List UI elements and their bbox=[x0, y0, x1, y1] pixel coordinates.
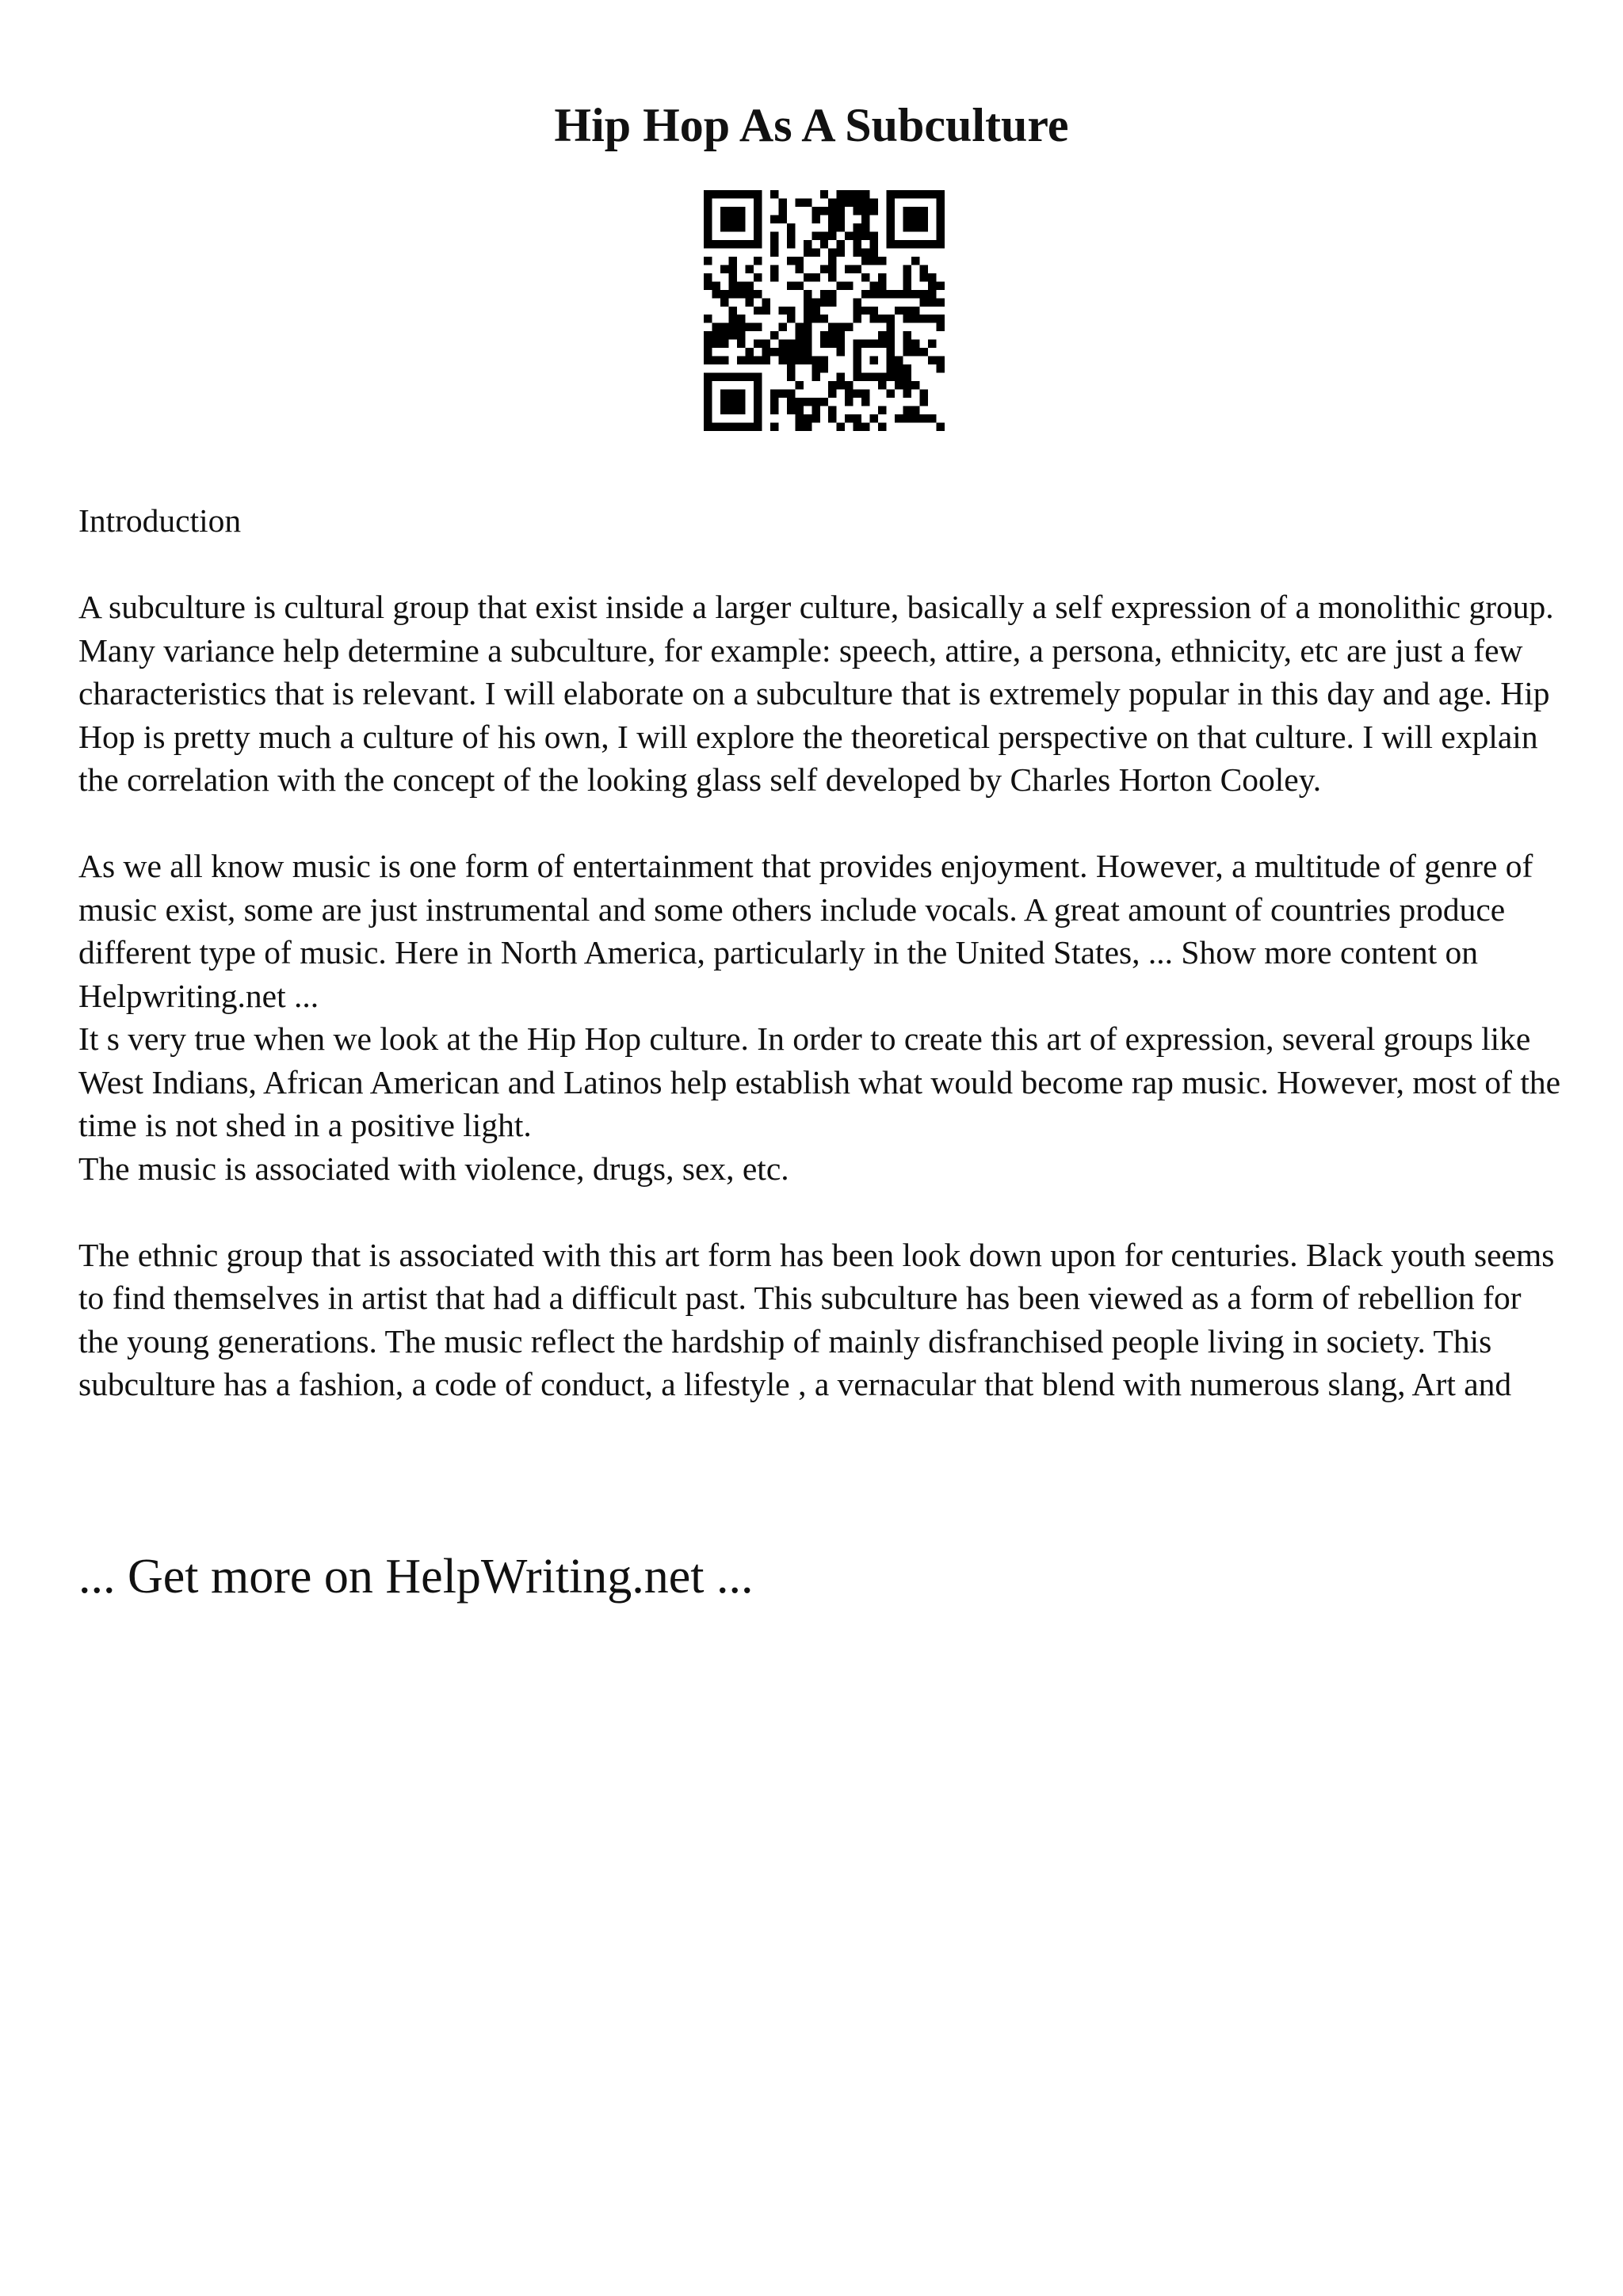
paragraph-music-entertainment: As we all know music is one form of entertainment that provides enjoyment. However, a multitude of genre of music exist, some are just instrumental and some others include vocals. A great amount of countries produce different type of music. Here in North America, particularly in the United States, ... Show more content on Helpwriting.net ... bbox=[78, 848, 1533, 1014]
paragraph-hip-hop-culture: It s very true when we look at the Hip Hop culture. In order to create this art of expression, several groups like West Indians, African American and Latinos help establish what would become rap music. However, most of the time is not shed in a positive light. bbox=[78, 1020, 1561, 1143]
document-title: Hip Hop As A Subculture bbox=[554, 99, 1069, 151]
paragraph-music-association: The music is associated with violence, drugs, sex, etc. bbox=[78, 1150, 789, 1187]
paragraph-subculture-definition: A subculture is cultural group that exist inside a larger culture, basically a self expression of a monolithic group. Many variance help determine a subculture, for example: speech, attire, a persona, ethnicity, etc are just a few characteristics that is relevant. I will elaborate on a subculture that is extremely popular in this day and age. Hip Hop is pretty much a culture of his own, I will explore the theoretical perspective on that culture. I will explain the correlation with the concept of the looking glass self developed by Charles Horton Cooley. bbox=[78, 589, 1554, 798]
paragraph-ethnic-group: The ethnic group that is associated with this art form has been look down upon for centuries. Black youth seems to find themselves in artist that had a difficult past. This subculture has been viewed as a form of rebellion for the young generations. The music reflect the hardship of mainly disfranchised people living in society. This subculture has a fashion, a code of conduct, a lifestyle , a vernacular that blend with numerous slang, Art and bbox=[78, 1236, 1555, 1402]
get-more-link[interactable]: ... Get more on HelpWriting.net ... bbox=[78, 1550, 754, 1604]
section-heading-introduction: Introduction bbox=[78, 502, 242, 539]
document-body bbox=[78, 499, 1568, 1406]
qr-code-icon bbox=[704, 190, 945, 431]
